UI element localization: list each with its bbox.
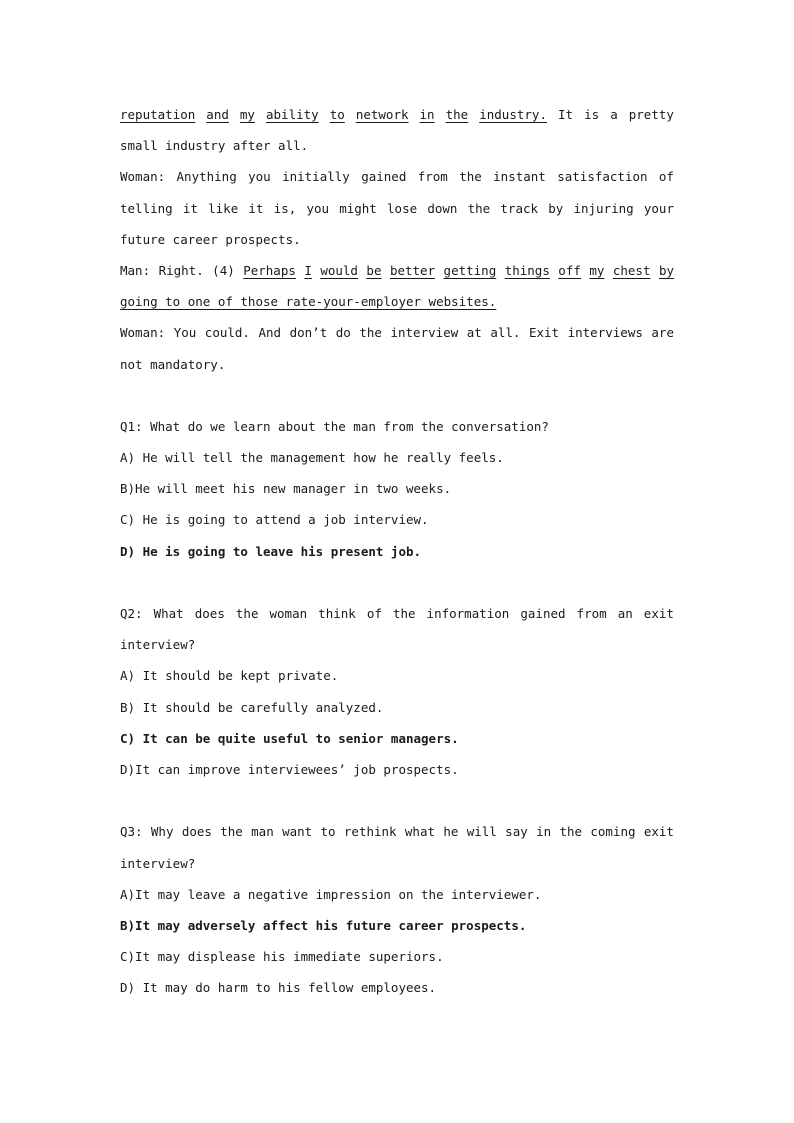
- word: (4): [212, 262, 235, 278]
- word: the: [445, 107, 469, 122]
- word: by: [658, 262, 674, 278]
- word: the: [559, 824, 583, 840]
- word: Man:: [120, 262, 151, 278]
- word: man: [251, 824, 274, 840]
- word: It: [558, 107, 574, 122]
- word: What: [153, 606, 184, 621]
- word: the: [359, 325, 382, 341]
- word: of: [658, 169, 674, 185]
- word: the: [467, 200, 491, 216]
- word: want: [282, 824, 313, 840]
- transcript-line: small industry after all.: [120, 138, 309, 154]
- transcript-line: [120, 161, 674, 192]
- question-q1: Q1: What do we learn about the man from the conversation?: [120, 418, 549, 434]
- word: the: [392, 606, 416, 621]
- word: be: [366, 262, 382, 278]
- word: it: [182, 200, 198, 216]
- q3-option-a: A)It may leave a negative impression on the interviewer.: [120, 886, 542, 902]
- word: You: [173, 325, 197, 341]
- word: ability: [266, 107, 319, 122]
- word: from: [576, 606, 607, 621]
- word: think: [318, 606, 356, 621]
- word: Q3:: [120, 824, 143, 840]
- word: my: [589, 262, 605, 278]
- word: exit: [643, 606, 674, 621]
- word: you: [248, 169, 271, 185]
- word: you: [306, 200, 330, 216]
- word: Woman:: [120, 325, 166, 341]
- underlined-answer: going to one of those rate-your-employer websites.: [120, 294, 497, 310]
- word: from: [417, 169, 448, 185]
- word: your: [643, 200, 674, 216]
- transcript-line: [120, 193, 674, 224]
- transcript-line: [120, 99, 674, 130]
- word: network: [355, 107, 409, 122]
- word: injuring: [573, 200, 634, 216]
- word: track: [500, 200, 539, 216]
- word: would: [320, 262, 358, 278]
- q2-option-b: B) It should be carefully analyzed.: [120, 699, 384, 715]
- word: better: [389, 262, 436, 278]
- word: the: [235, 606, 259, 621]
- word: down: [427, 200, 458, 216]
- word: in: [419, 107, 435, 122]
- word: what: [404, 824, 436, 840]
- word: does: [194, 606, 225, 621]
- q1-option-d-correct: D) He is going to leave his present job.: [120, 543, 422, 559]
- word: reputation: [120, 107, 196, 122]
- spacer: [120, 567, 674, 598]
- q2-option-d: D)It can improve interviewees’ job prospects.: [120, 761, 459, 777]
- word: the: [220, 824, 243, 840]
- question-q2-cont: interview?: [120, 637, 196, 653]
- word: initially: [282, 169, 350, 185]
- word: to: [320, 824, 336, 840]
- word: it: [248, 200, 264, 216]
- word: an: [617, 606, 633, 621]
- word: industry.: [479, 107, 547, 122]
- word: at: [466, 325, 482, 341]
- question-q3-cont: interview?: [120, 855, 196, 871]
- word: gained: [361, 169, 407, 185]
- word: pretty: [628, 107, 674, 122]
- q1-option-c: C) He is going to attend a job interview.: [120, 512, 429, 528]
- word: And: [258, 325, 282, 341]
- spacer: [120, 785, 674, 816]
- word: like: [208, 200, 239, 216]
- word: chest: [612, 262, 651, 278]
- word: does: [181, 824, 212, 840]
- q1-option-b: B)He will meet his new manager in two weeks.: [120, 481, 452, 497]
- q1-option-a: A) He will tell the management how he really feels.: [120, 450, 504, 466]
- word: exit: [643, 824, 674, 840]
- word: will: [466, 824, 497, 840]
- transcript-line: not mandatory.: [120, 356, 226, 372]
- transcript-line: [120, 286, 674, 317]
- word: interviews: [567, 325, 643, 341]
- word: lose: [387, 200, 418, 216]
- question-q3: [120, 816, 674, 847]
- word: in: [536, 824, 552, 840]
- question-q2: [120, 598, 674, 629]
- q2-option-a: A) It should be kept private.: [120, 668, 339, 684]
- word: don’t: [289, 325, 328, 341]
- word: woman: [269, 606, 308, 621]
- word: satisfaction: [557, 169, 648, 185]
- word: Why: [150, 824, 174, 840]
- spacer: [120, 380, 674, 411]
- word: might: [339, 200, 377, 216]
- q3-option-b-correct: B)It may adversely affect his future career prospects.: [120, 917, 527, 933]
- word: getting: [443, 262, 497, 278]
- word: a: [610, 107, 618, 122]
- word: and: [206, 107, 229, 122]
- word: Perhaps: [243, 262, 296, 278]
- word: Anything: [176, 169, 237, 185]
- word: is: [584, 107, 600, 122]
- word: by: [548, 200, 564, 216]
- transcript-line: [120, 255, 674, 286]
- q3-option-d: D) It may do harm to his fellow employees.: [120, 980, 437, 996]
- word: say: [505, 824, 528, 840]
- word: my: [239, 107, 255, 122]
- word: Exit: [528, 325, 560, 341]
- word: gained: [520, 606, 566, 621]
- word: all.: [490, 325, 521, 341]
- transcript-line: [120, 317, 674, 348]
- transcript-line: future career prospects.: [120, 231, 301, 247]
- word: could.: [204, 325, 250, 341]
- word: things: [504, 262, 550, 278]
- word: information: [426, 606, 510, 621]
- transcript-section: [120, 99, 674, 1003]
- word: is,: [273, 200, 297, 216]
- word: the: [459, 169, 482, 185]
- word: off: [558, 262, 581, 278]
- word: do: [335, 325, 351, 341]
- word: I: [304, 262, 312, 278]
- word: to: [329, 107, 345, 122]
- word: instant: [493, 169, 546, 185]
- word: telling: [120, 200, 173, 216]
- word: coming: [590, 824, 636, 840]
- word: Right.: [158, 262, 204, 278]
- word: of: [366, 606, 382, 621]
- word: interview: [390, 325, 459, 341]
- q2-option-c-correct: C) It can be quite useful to senior managers.: [120, 730, 459, 746]
- word: he: [443, 824, 459, 840]
- word: Woman:: [120, 169, 166, 185]
- word: Q2:: [120, 606, 143, 621]
- word: rethink: [343, 824, 397, 840]
- q3-option-c: C)It may displease his immediate superiors.: [120, 949, 444, 965]
- word: are: [651, 325, 674, 341]
